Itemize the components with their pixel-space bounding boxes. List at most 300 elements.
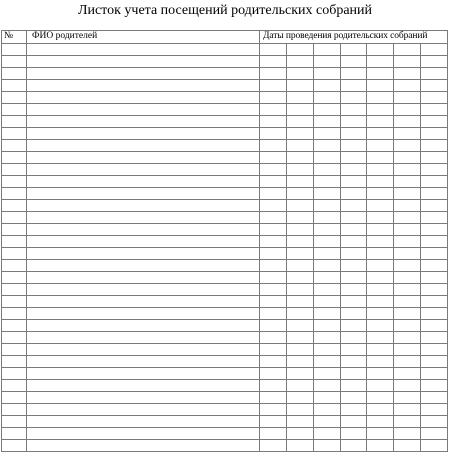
parent-name-cell[interactable] [27,188,260,200]
number-cell[interactable] [2,404,27,416]
meeting-date-cell[interactable] [286,128,313,140]
meeting-date-cell[interactable] [260,368,287,380]
meeting-date-cell[interactable] [340,152,367,164]
meeting-date-cell[interactable] [394,188,421,200]
parent-name-cell[interactable] [27,248,260,260]
meeting-date-cell[interactable] [286,140,313,152]
meeting-date-cell[interactable] [340,164,367,176]
meeting-date-cell[interactable] [286,56,313,68]
meeting-date-cell[interactable] [421,308,448,320]
meeting-date-cell[interactable] [260,344,287,356]
meeting-date-cell[interactable] [421,56,448,68]
meeting-date-cell[interactable] [313,44,340,56]
meeting-date-cell[interactable] [340,80,367,92]
parent-name-cell[interactable] [27,284,260,296]
parent-name-cell[interactable] [27,200,260,212]
meeting-date-cell[interactable] [394,92,421,104]
meeting-date-cell[interactable] [286,152,313,164]
meeting-date-cell[interactable] [421,104,448,116]
meeting-date-cell[interactable] [421,200,448,212]
meeting-date-cell[interactable] [260,152,287,164]
number-cell[interactable] [2,296,27,308]
meeting-date-cell[interactable] [340,416,367,428]
meeting-date-cell[interactable] [313,236,340,248]
meeting-date-cell[interactable] [421,320,448,332]
meeting-date-cell[interactable] [313,104,340,116]
meeting-date-cell[interactable] [286,224,313,236]
meeting-date-cell[interactable] [313,392,340,404]
meeting-date-cell[interactable] [313,212,340,224]
parent-name-cell[interactable] [27,404,260,416]
meeting-date-cell[interactable] [367,212,394,224]
parent-name-cell[interactable] [27,344,260,356]
meeting-date-cell[interactable] [421,428,448,440]
parent-name-cell[interactable] [27,44,260,56]
meeting-date-cell[interactable] [313,284,340,296]
meeting-date-cell[interactable] [313,224,340,236]
meeting-date-cell[interactable] [286,284,313,296]
meeting-date-cell[interactable] [286,104,313,116]
meeting-date-cell[interactable] [367,224,394,236]
meeting-date-cell[interactable] [286,296,313,308]
meeting-date-cell[interactable] [340,368,367,380]
meeting-date-cell[interactable] [313,416,340,428]
meeting-date-cell[interactable] [367,440,394,452]
parent-name-cell[interactable] [27,104,260,116]
meeting-date-cell[interactable] [367,200,394,212]
meeting-date-cell[interactable] [260,56,287,68]
meeting-date-cell[interactable] [367,380,394,392]
meeting-date-cell[interactable] [313,272,340,284]
meeting-date-cell[interactable] [340,200,367,212]
number-cell[interactable] [2,368,27,380]
number-cell[interactable] [2,188,27,200]
meeting-date-cell[interactable] [286,176,313,188]
meeting-date-cell[interactable] [313,332,340,344]
meeting-date-cell[interactable] [286,440,313,452]
meeting-date-cell[interactable] [286,416,313,428]
meeting-date-cell[interactable] [286,92,313,104]
meeting-date-cell[interactable] [313,140,340,152]
meeting-date-cell[interactable] [260,236,287,248]
meeting-date-cell[interactable] [286,260,313,272]
number-cell[interactable] [2,152,27,164]
meeting-date-cell[interactable] [367,236,394,248]
meeting-date-cell[interactable] [286,344,313,356]
meeting-date-cell[interactable] [313,176,340,188]
meeting-date-cell[interactable] [340,296,367,308]
meeting-date-cell[interactable] [394,416,421,428]
meeting-date-cell[interactable] [260,212,287,224]
meeting-date-cell[interactable] [394,140,421,152]
parent-name-cell[interactable] [27,308,260,320]
meeting-date-cell[interactable] [260,308,287,320]
parent-name-cell[interactable] [27,356,260,368]
meeting-date-cell[interactable] [367,140,394,152]
meeting-date-cell[interactable] [260,200,287,212]
number-cell[interactable] [2,332,27,344]
meeting-date-cell[interactable] [260,332,287,344]
meeting-date-cell[interactable] [367,368,394,380]
meeting-date-cell[interactable] [394,152,421,164]
meeting-date-cell[interactable] [394,320,421,332]
meeting-date-cell[interactable] [394,440,421,452]
parent-name-cell[interactable] [27,68,260,80]
meeting-date-cell[interactable] [286,320,313,332]
meeting-date-cell[interactable] [286,80,313,92]
meeting-date-cell[interactable] [286,68,313,80]
meeting-date-cell[interactable] [367,248,394,260]
meeting-date-cell[interactable] [340,104,367,116]
meeting-date-cell[interactable] [421,152,448,164]
meeting-date-cell[interactable] [367,272,394,284]
meeting-date-cell[interactable] [313,80,340,92]
meeting-date-cell[interactable] [260,188,287,200]
number-cell[interactable] [2,200,27,212]
meeting-date-cell[interactable] [421,356,448,368]
meeting-date-cell[interactable] [313,308,340,320]
meeting-date-cell[interactable] [394,248,421,260]
meeting-date-cell[interactable] [421,296,448,308]
parent-name-cell[interactable] [27,224,260,236]
number-cell[interactable] [2,356,27,368]
meeting-date-cell[interactable] [340,188,367,200]
parent-name-cell[interactable] [27,296,260,308]
number-cell[interactable] [2,104,27,116]
number-cell[interactable] [2,416,27,428]
meeting-date-cell[interactable] [394,368,421,380]
meeting-date-cell[interactable] [394,392,421,404]
meeting-date-cell[interactable] [394,200,421,212]
meeting-date-cell[interactable] [394,404,421,416]
meeting-date-cell[interactable] [313,368,340,380]
meeting-date-cell[interactable] [313,56,340,68]
meeting-date-cell[interactable] [394,260,421,272]
meeting-date-cell[interactable] [367,104,394,116]
number-cell[interactable] [2,68,27,80]
number-cell[interactable] [2,56,27,68]
meeting-date-cell[interactable] [340,308,367,320]
meeting-date-cell[interactable] [394,236,421,248]
meeting-date-cell[interactable] [313,440,340,452]
number-cell[interactable] [2,320,27,332]
meeting-date-cell[interactable] [260,404,287,416]
meeting-date-cell[interactable] [313,380,340,392]
meeting-date-cell[interactable] [313,200,340,212]
number-cell[interactable] [2,392,27,404]
meeting-date-cell[interactable] [340,404,367,416]
parent-name-cell[interactable] [27,320,260,332]
number-cell[interactable] [2,164,27,176]
meeting-date-cell[interactable] [313,296,340,308]
meeting-date-cell[interactable] [367,44,394,56]
meeting-date-cell[interactable] [313,152,340,164]
meeting-date-cell[interactable] [421,92,448,104]
meeting-date-cell[interactable] [286,44,313,56]
meeting-date-cell[interactable] [286,272,313,284]
meeting-date-cell[interactable] [367,392,394,404]
meeting-date-cell[interactable] [340,68,367,80]
meeting-date-cell[interactable] [260,176,287,188]
meeting-date-cell[interactable] [260,248,287,260]
meeting-date-cell[interactable] [260,284,287,296]
meeting-date-cell[interactable] [367,404,394,416]
meeting-date-cell[interactable] [340,356,367,368]
meeting-date-cell[interactable] [367,152,394,164]
meeting-date-cell[interactable] [394,68,421,80]
meeting-date-cell[interactable] [394,344,421,356]
parent-name-cell[interactable] [27,164,260,176]
parent-name-cell[interactable] [27,368,260,380]
parent-name-cell[interactable] [27,260,260,272]
number-cell[interactable] [2,212,27,224]
parent-name-cell[interactable] [27,416,260,428]
meeting-date-cell[interactable] [313,164,340,176]
number-cell[interactable] [2,116,27,128]
meeting-date-cell[interactable] [367,356,394,368]
number-cell[interactable] [2,236,27,248]
meeting-date-cell[interactable] [286,308,313,320]
meeting-date-cell[interactable] [394,428,421,440]
meeting-date-cell[interactable] [367,92,394,104]
meeting-date-cell[interactable] [421,224,448,236]
meeting-date-cell[interactable] [260,44,287,56]
meeting-date-cell[interactable] [340,212,367,224]
meeting-date-cell[interactable] [260,164,287,176]
meeting-date-cell[interactable] [260,104,287,116]
meeting-date-cell[interactable] [286,404,313,416]
meeting-date-cell[interactable] [286,368,313,380]
meeting-date-cell[interactable] [286,392,313,404]
number-cell[interactable] [2,260,27,272]
meeting-date-cell[interactable] [340,140,367,152]
meeting-date-cell[interactable] [340,176,367,188]
meeting-date-cell[interactable] [367,344,394,356]
meeting-date-cell[interactable] [260,380,287,392]
meeting-date-cell[interactable] [367,428,394,440]
meeting-date-cell[interactable] [394,212,421,224]
meeting-date-cell[interactable] [421,116,448,128]
meeting-date-cell[interactable] [367,164,394,176]
meeting-date-cell[interactable] [421,188,448,200]
meeting-date-cell[interactable] [421,140,448,152]
meeting-date-cell[interactable] [340,440,367,452]
meeting-date-cell[interactable] [421,344,448,356]
meeting-date-cell[interactable] [421,284,448,296]
number-cell[interactable] [2,44,27,56]
meeting-date-cell[interactable] [313,404,340,416]
meeting-date-cell[interactable] [260,260,287,272]
parent-name-cell[interactable] [27,80,260,92]
meeting-date-cell[interactable] [260,296,287,308]
meeting-date-cell[interactable] [421,260,448,272]
meeting-date-cell[interactable] [394,44,421,56]
meeting-date-cell[interactable] [340,284,367,296]
parent-name-cell[interactable] [27,176,260,188]
meeting-date-cell[interactable] [313,248,340,260]
meeting-date-cell[interactable] [421,212,448,224]
number-cell[interactable] [2,284,27,296]
meeting-date-cell[interactable] [260,224,287,236]
meeting-date-cell[interactable] [394,224,421,236]
meeting-date-cell[interactable] [286,428,313,440]
meeting-date-cell[interactable] [340,128,367,140]
meeting-date-cell[interactable] [394,116,421,128]
meeting-date-cell[interactable] [340,116,367,128]
meeting-date-cell[interactable] [340,320,367,332]
parent-name-cell[interactable] [27,428,260,440]
meeting-date-cell[interactable] [421,416,448,428]
meeting-date-cell[interactable] [286,248,313,260]
number-cell[interactable] [2,176,27,188]
parent-name-cell[interactable] [27,140,260,152]
number-cell[interactable] [2,308,27,320]
meeting-date-cell[interactable] [340,236,367,248]
meeting-date-cell[interactable] [367,68,394,80]
parent-name-cell[interactable] [27,56,260,68]
meeting-date-cell[interactable] [286,212,313,224]
meeting-date-cell[interactable] [340,392,367,404]
meeting-date-cell[interactable] [286,380,313,392]
meeting-date-cell[interactable] [421,68,448,80]
meeting-date-cell[interactable] [421,236,448,248]
meeting-date-cell[interactable] [286,236,313,248]
meeting-date-cell[interactable] [286,116,313,128]
meeting-date-cell[interactable] [421,404,448,416]
parent-name-cell[interactable] [27,332,260,344]
meeting-date-cell[interactable] [394,104,421,116]
meeting-date-cell[interactable] [286,356,313,368]
number-cell[interactable] [2,344,27,356]
meeting-date-cell[interactable] [313,428,340,440]
parent-name-cell[interactable] [27,236,260,248]
meeting-date-cell[interactable] [340,224,367,236]
number-cell[interactable] [2,128,27,140]
parent-name-cell[interactable] [27,212,260,224]
meeting-date-cell[interactable] [421,164,448,176]
meeting-date-cell[interactable] [340,380,367,392]
meeting-date-cell[interactable] [260,140,287,152]
meeting-date-cell[interactable] [340,272,367,284]
meeting-date-cell[interactable] [313,356,340,368]
meeting-date-cell[interactable] [367,80,394,92]
number-cell[interactable] [2,80,27,92]
meeting-date-cell[interactable] [394,80,421,92]
parent-name-cell[interactable] [27,392,260,404]
meeting-date-cell[interactable] [286,188,313,200]
meeting-date-cell[interactable] [367,416,394,428]
meeting-date-cell[interactable] [313,320,340,332]
parent-name-cell[interactable] [27,92,260,104]
number-cell[interactable] [2,440,27,452]
meeting-date-cell[interactable] [260,68,287,80]
meeting-date-cell[interactable] [367,260,394,272]
meeting-date-cell[interactable] [367,320,394,332]
number-cell[interactable] [2,272,27,284]
number-cell[interactable] [2,428,27,440]
meeting-date-cell[interactable] [394,164,421,176]
meeting-date-cell[interactable] [394,296,421,308]
parent-name-cell[interactable] [27,440,260,452]
meeting-date-cell[interactable] [340,428,367,440]
meeting-date-cell[interactable] [367,128,394,140]
meeting-date-cell[interactable] [260,80,287,92]
meeting-date-cell[interactable] [286,200,313,212]
meeting-date-cell[interactable] [260,320,287,332]
meeting-date-cell[interactable] [394,332,421,344]
parent-name-cell[interactable] [27,380,260,392]
meeting-date-cell[interactable] [421,176,448,188]
meeting-date-cell[interactable] [394,284,421,296]
meeting-date-cell[interactable] [340,248,367,260]
meeting-date-cell[interactable] [421,332,448,344]
meeting-date-cell[interactable] [394,380,421,392]
meeting-date-cell[interactable] [340,332,367,344]
meeting-date-cell[interactable] [421,80,448,92]
meeting-date-cell[interactable] [340,56,367,68]
meeting-date-cell[interactable] [394,176,421,188]
meeting-date-cell[interactable] [367,284,394,296]
meeting-date-cell[interactable] [367,56,394,68]
meeting-date-cell[interactable] [367,116,394,128]
meeting-date-cell[interactable] [367,308,394,320]
meeting-date-cell[interactable] [421,248,448,260]
meeting-date-cell[interactable] [260,272,287,284]
meeting-date-cell[interactable] [421,392,448,404]
meeting-date-cell[interactable] [367,188,394,200]
meeting-date-cell[interactable] [313,260,340,272]
meeting-date-cell[interactable] [260,128,287,140]
meeting-date-cell[interactable] [260,116,287,128]
meeting-date-cell[interactable] [260,392,287,404]
meeting-date-cell[interactable] [394,128,421,140]
meeting-date-cell[interactable] [421,440,448,452]
meeting-date-cell[interactable] [340,344,367,356]
meeting-date-cell[interactable] [421,368,448,380]
meeting-date-cell[interactable] [340,44,367,56]
meeting-date-cell[interactable] [286,164,313,176]
meeting-date-cell[interactable] [313,116,340,128]
meeting-date-cell[interactable] [260,356,287,368]
meeting-date-cell[interactable] [313,92,340,104]
meeting-date-cell[interactable] [367,296,394,308]
meeting-date-cell[interactable] [260,428,287,440]
meeting-date-cell[interactable] [421,128,448,140]
meeting-date-cell[interactable] [367,332,394,344]
meeting-date-cell[interactable] [340,260,367,272]
number-cell[interactable] [2,224,27,236]
parent-name-cell[interactable] [27,116,260,128]
meeting-date-cell[interactable] [394,308,421,320]
meeting-date-cell[interactable] [421,272,448,284]
meeting-date-cell[interactable] [313,128,340,140]
meeting-date-cell[interactable] [260,92,287,104]
meeting-date-cell[interactable] [313,68,340,80]
meeting-date-cell[interactable] [340,92,367,104]
meeting-date-cell[interactable] [260,416,287,428]
number-cell[interactable] [2,380,27,392]
parent-name-cell[interactable] [27,128,260,140]
number-cell[interactable] [2,140,27,152]
parent-name-cell[interactable] [27,152,260,164]
meeting-date-cell[interactable] [421,44,448,56]
number-cell[interactable] [2,248,27,260]
meeting-date-cell[interactable] [313,344,340,356]
meeting-date-cell[interactable] [421,380,448,392]
meeting-date-cell[interactable] [313,188,340,200]
number-cell[interactable] [2,92,27,104]
meeting-date-cell[interactable] [394,272,421,284]
